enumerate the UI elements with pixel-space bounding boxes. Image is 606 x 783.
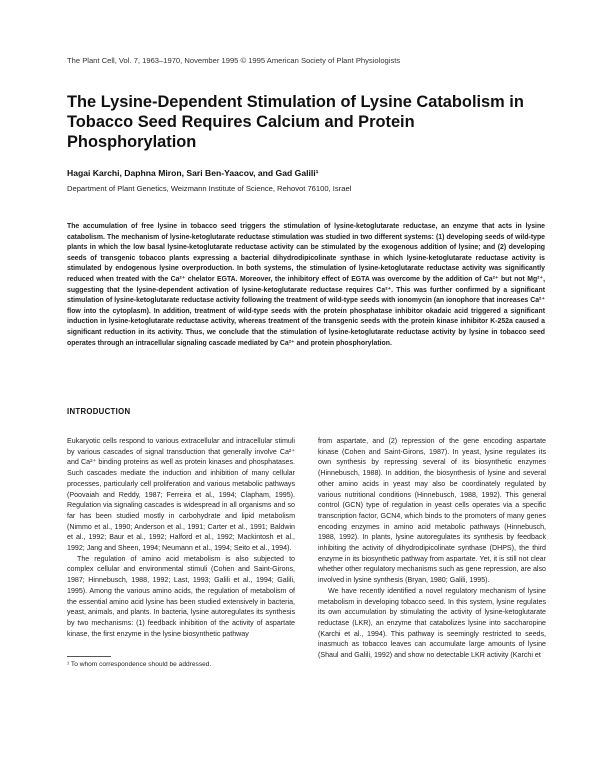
intro-paragraph-1: Eukaryotic cells respond to various extracellular and intracellular stimuli by various cascades of signal transduction that generally involve Ca²⁺ and Ca²⁺ binding proteins as well as protein kinases and phosphatases. Such cascades mediate the induction and inhibition of many cellular processes, particularly cell proliferation and various metabolic pathways (Poovaiah and Reddy, 1987; Ferreira et al., 1994; Clapham, 1995). Regulation via signaling cascades is widespread in all organisms and so far has been studied mostly in carbohydrate and lipid metabolism (Nimmo et al., 1990; Anderson et al., 1991; Carter et al., 1991; Baldwin et al., 1992; Baur et al., 1992; Halford et al., 1992; Mackintosh et al., 1992; Jang and Sheen, 1994; Neumann et al., 1994; Seito et al., 1994). [67, 437, 295, 553]
paper-title: The Lysine-Dependent Stimulation of Lysine Catabolism in Tobacco Seed Requires Calcium and Protein Phosphorylation [67, 93, 524, 151]
abstract: The accumulation of free lysine in tobacco seed triggers the stimulation of lysine-ketoglutarate reductase, an enzyme that acts in lysine catabolism. The mechanism of lysine-ketoglutarate reductase stimulation was studied in two different systems: (1) developing seeds of wild-type plants in which the low basal lysine-ketoglutarate reductase activity can be stimulated by the exogenous addition of lysine; and (2) developing seeds of transgenic tobacco plants expressing a bacterial dihydrodipicolinate synthase in which lysine-ketoglutarate reductase activity is stimulated by endogenous lysine overproduction. In both systems, the stimulation of lysine-ketoglutarate reductase activity was significantly reduced when treated with the Ca²⁺ chelator EGTA. Moreover, the inhibitory effect of EGTA was overcome by the addition of Ca²⁺ but not Mg²⁺, suggesting that the lysine-dependent activation of lysine-ketoglutarate reductase requires Ca²⁺. This was further confirmed by a significant stimulation of lysine-ketoglutarate reductase activity following the treatment of wild-type seeds with ionomycin (an ionophore that increases Ca²⁺ flow into the cytoplasm). In addition, treatment of wild-type seeds with the protein phosphatase inhibitor okadaic acid triggered a significant induction in lysine-ketoglutarate reductase activity, whereas treatment of the transgenic seeds with the protein kinase inhibitor K-252a caused a significant reduction in its activity. Thus, we conclude that the stimulation of lysine-ketoglutarate reductase activity by lysine in tobacco seed operates through an intracellular signaling cascade mediated by Ca²⁺ and protein phosphorylation. [67, 223, 545, 347]
section-heading-introduction: INTRODUCTION [67, 407, 131, 416]
author-list: Hagai Karchi, Daphna Miron, Sari Ben-Yaacov, and Gad Galili¹ [67, 168, 319, 178]
correspondence-footnote: ¹ To whom correspondence should be addressed. [67, 661, 212, 668]
author-affiliation: Department of Plant Genetics, Weizmann Institute of Science, Rehovot 76100, Israel [67, 184, 352, 193]
intro-paragraph-3: We have recently identified a novel regulatory mechanism of lysine metabolism in developing tobacco seed. In this system, lysine regulates its own accumulation by stimulating the activity of lysine-ketoglutarate reductase (LKR), an enzyme that catabolizes lysine into saccharopine (Karchi et al., 1994). This pathway is seemingly restricted to seeds, inasmuch as tobacco leaves can accumulate large amounts of lysine (Shaul and Galili, 1992) and show no detectable LKR activity (Karchi et [318, 586, 546, 660]
intro-paragraph-continued: from aspartate, and (2) repression of the gene encoding aspartate kinase (Cohen and Saint-Girons, 1987). In yeast, lysine regulates its own synthesis by repressing several of its biosynthetic enzymes (Hinnebusch, 1988). In addition, the biosynthesis of lysine and several other amino acids in yeast may also be coordinately regulated by various nutritional conditions (Hinnebusch, 1988, 1992). This general control (GCN) type of regulation in yeast cells operates via a specific transcription factor, GCN4, which binds to the promoters of many genes encoding enzymes in amino acid metabolic pathways (Hinnebusch, 1988, 1992). In plants, lysine autoregulates its synthesis by feedback inhibiting the activity of dihydrodipicolinate synthase (DHPS), the third enzyme in its biosynthetic pathway from aspartate. Yet, it is still not clear whether other regulatory mechanisms such as gene repression, are also involved in lysine synthesis (Bryan, 1980; Galili, 1995). [318, 437, 546, 585]
footnote-divider [67, 656, 111, 657]
left-column [67, 436, 295, 639]
intro-paragraph-2: The regulation of amino acid metabolism is also subjected to complex cellular and environmental stimuli (Cohen and Saint-Girons, 1987; Hinnebusch, 1988, 1992; Last, 1993; Galili et al., 1994; Galili, 1995). Among the various amino acids, the regulation of metabolism of the essential amino acid lysine has been studied extensively in bacteria, yeast, animals, and plants. In bacteria, lysine autoregulates its synthesis by two mechanisms: (1) feedback inhibition of the activity of aspartate kinase, the first enzyme in the lysine biosynthetic pathway [67, 554, 295, 638]
journal-citation-line: The Plant Cell, Vol. 7, 1963–1970, November 1995 © 1995 American Society of Plant Physiologists [67, 56, 401, 65]
right-column [318, 436, 546, 661]
